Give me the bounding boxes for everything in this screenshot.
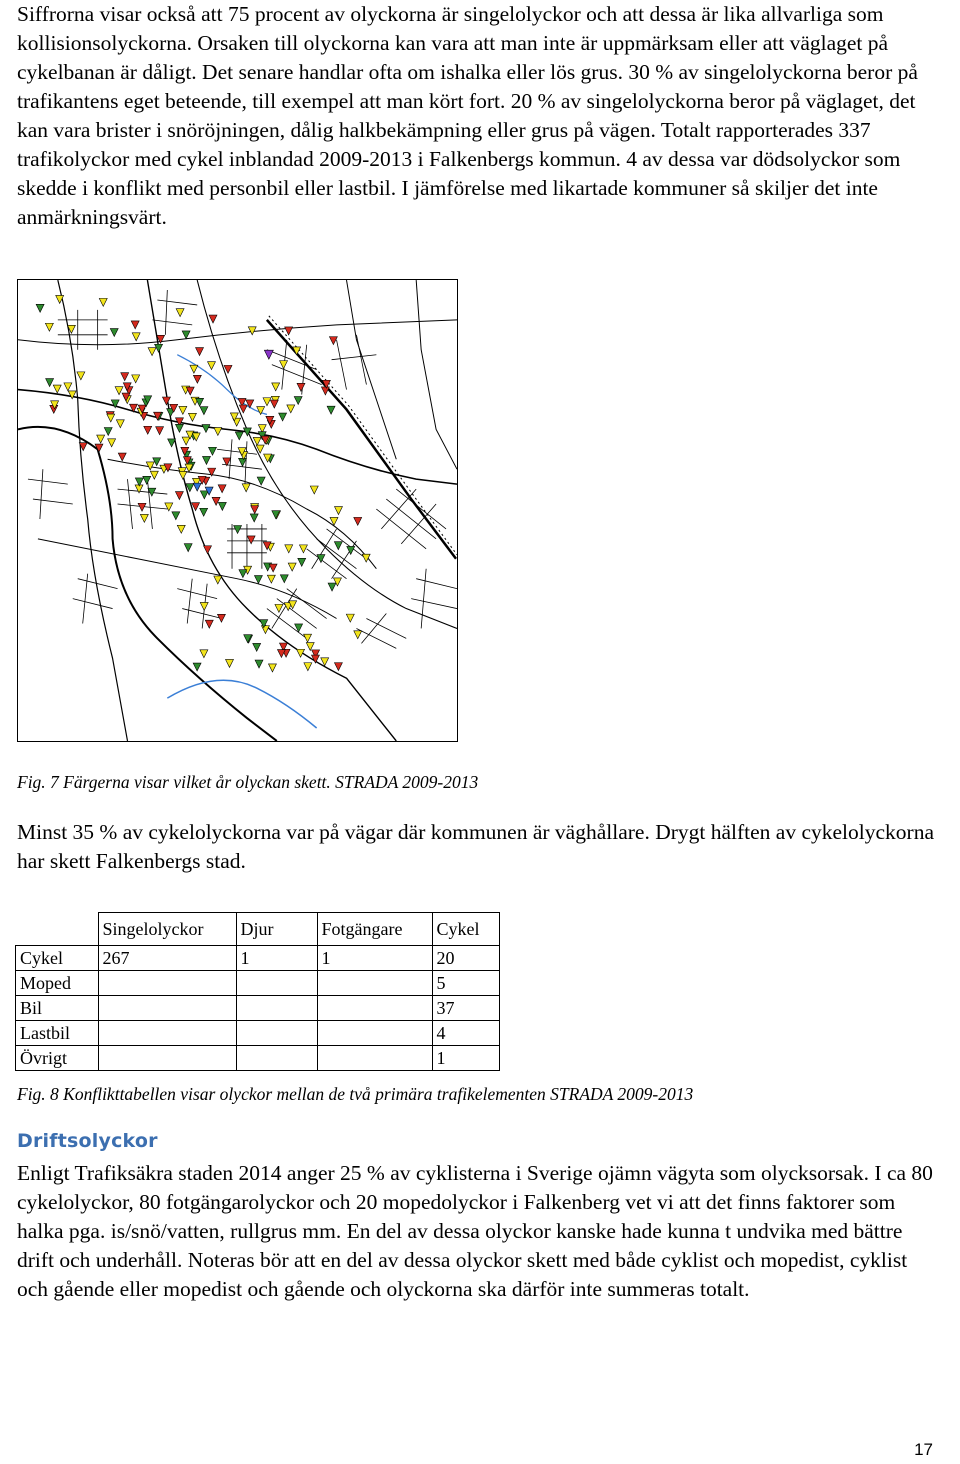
- accident-marker: [272, 383, 280, 391]
- accident-marker: [310, 486, 318, 494]
- conflict-table: [15, 912, 500, 1071]
- accident-marker: [99, 298, 107, 306]
- accident-marker: [143, 476, 151, 484]
- column-header: Cykel: [432, 913, 499, 946]
- accident-marker: [193, 483, 201, 491]
- accident-marker: [148, 348, 156, 356]
- table-cell: [98, 971, 236, 996]
- accident-marker: [190, 365, 198, 373]
- intro-paragraph: Siffrorna visar också att 75 procent av olyckorna är singelolyckor och att dessa är lika allvarliga som kollisionsolyckorna. Orsaken till olyckorna kan vara att man inte är uppmärksam eller att väglaget på cykelbanan är dåligt. Det senare handlar ofta om ishalka eller lös grus. 30 % av singelolyckorna beror på trafikantens eget beteende, till exempel att man kört fort. 20 % av singelolyckorna beror på väglaget, det kan vara brister i snöröjningen, dålig halkbekämpning eller grus på vägen. Totalt rapporterades 337 trafikolyckor med cykel inblandad 2009-2013 i Falkenbergs kommun. 4 av dessa var dödsolyckor som skedde i konflikt med personbil eller lastbil. I jämförelse med likartade kommuner så skiljer det inte anmärkningsvärt.: [17, 2, 918, 229]
- accident-marker: [140, 514, 148, 522]
- accident-markers: [36, 295, 370, 671]
- accident-marker: [150, 471, 158, 479]
- accident-marker: [280, 361, 288, 369]
- table-cell: [236, 996, 317, 1021]
- column-header: Singelolyckor: [98, 913, 236, 946]
- figure8-caption: Fig. 8 Konflikttabellen visar olyckor mellan de två primära trafikelementen STRADA 2009-2013: [17, 1084, 694, 1104]
- accident-marker: [107, 414, 115, 422]
- column-header: Fotgängare: [317, 913, 432, 946]
- accident-marker: [285, 545, 293, 553]
- accident-marker: [193, 663, 201, 671]
- accident-marker: [118, 453, 126, 461]
- accident-marker: [264, 350, 273, 359]
- accident-marker: [116, 420, 124, 428]
- accident-marker: [263, 398, 271, 406]
- table-cell: 20: [432, 946, 499, 971]
- accident-marker: [217, 614, 225, 622]
- accident-marker: [172, 512, 180, 520]
- accident-marker: [251, 506, 259, 514]
- accident-marker: [179, 471, 187, 479]
- accident-marker: [205, 620, 213, 628]
- accident-marker: [45, 323, 53, 331]
- accident-marker: [204, 546, 212, 554]
- accident-marker: [226, 659, 234, 667]
- accident-marker: [104, 427, 112, 435]
- accident-marker: [297, 383, 305, 391]
- accident-marker: [250, 514, 258, 522]
- accident-marker: [239, 458, 247, 466]
- accident-marker: [77, 372, 85, 380]
- accident-marker: [214, 428, 222, 436]
- page-number: 17: [914, 1440, 933, 1459]
- accident-marker: [268, 664, 276, 672]
- accident-marker: [329, 337, 337, 345]
- accident-marker: [253, 437, 261, 445]
- accident-marker: [175, 492, 183, 500]
- accident-marker: [354, 631, 362, 639]
- accident-marker: [53, 385, 61, 393]
- table-cell: 1: [432, 1046, 499, 1071]
- accident-marker: [177, 525, 185, 533]
- accident-marker: [200, 602, 208, 610]
- accident-marker: [64, 383, 72, 391]
- accident-marker: [138, 503, 146, 511]
- accident-marker: [362, 554, 370, 562]
- accident-marker: [269, 564, 277, 572]
- accident-marker: [327, 406, 335, 414]
- accident-marker: [214, 576, 222, 584]
- table-cell: [236, 971, 317, 996]
- table-cell: 5: [432, 971, 499, 996]
- table-row: [16, 1021, 500, 1046]
- accident-marker: [294, 397, 302, 405]
- row-label: Moped: [16, 971, 99, 996]
- table-cell: [98, 1021, 236, 1046]
- accident-marker: [182, 437, 190, 445]
- accident-marker: [299, 545, 307, 553]
- accident-marker: [346, 614, 354, 622]
- accident-marker: [254, 576, 262, 584]
- accident-marker: [255, 660, 263, 668]
- row-label: Lastbil: [16, 1021, 99, 1046]
- accident-marker: [121, 373, 129, 381]
- accident-marker: [193, 375, 201, 383]
- accident-marker: [196, 398, 204, 406]
- accident-marker: [36, 304, 44, 312]
- accident-marker: [287, 405, 295, 413]
- accident-marker: [176, 309, 184, 317]
- accident-marker: [218, 485, 226, 493]
- accident-marker: [97, 435, 105, 443]
- table-cell: 4: [432, 1021, 499, 1046]
- table-row: [16, 971, 500, 996]
- accident-marker: [46, 379, 54, 387]
- accident-marker: [168, 439, 176, 447]
- accident-marker: [175, 424, 183, 432]
- accident-marker: [203, 456, 211, 464]
- table-cell: [236, 1046, 317, 1071]
- accident-marker: [132, 375, 140, 383]
- section-heading: Driftsolyckor: [17, 1130, 158, 1152]
- accident-marker: [208, 362, 216, 370]
- table-cell: 37: [432, 996, 499, 1021]
- table-cell: 267: [98, 946, 236, 971]
- table-corner-cell: [16, 913, 99, 946]
- accident-marker: [285, 327, 293, 335]
- accident-marker: [239, 570, 247, 578]
- accident-marker: [200, 407, 208, 415]
- accident-marker: [209, 315, 217, 323]
- accident-marker: [321, 387, 329, 395]
- accident-marker: [253, 643, 261, 651]
- accident-marker: [202, 425, 210, 433]
- accident-marker: [334, 663, 342, 671]
- accident-marker: [247, 536, 255, 544]
- accident-marker: [200, 650, 208, 658]
- accident-marker: [132, 333, 140, 341]
- accident-marker: [242, 484, 250, 492]
- accident-marker: [196, 348, 204, 356]
- accident-map: [17, 279, 458, 742]
- table-cell: 1: [317, 946, 432, 971]
- table-row: [16, 996, 500, 1021]
- accident-marker: [304, 634, 312, 642]
- row-label: Bil: [16, 996, 99, 1021]
- table-header-row: [16, 913, 500, 946]
- accident-marker: [162, 397, 170, 405]
- accident-marker: [200, 491, 208, 499]
- accident-marker: [334, 507, 342, 515]
- table-cell: [317, 1046, 432, 1071]
- table-cell: [317, 996, 432, 1021]
- accident-marker: [328, 583, 336, 591]
- table-cell: [236, 1021, 317, 1046]
- accident-marker: [257, 477, 265, 485]
- accident-marker: [200, 508, 208, 516]
- accident-marker: [304, 663, 312, 671]
- road-network: [18, 280, 457, 741]
- row-label: Övrigt: [16, 1046, 99, 1071]
- accident-marker: [288, 563, 296, 571]
- table-row: [16, 1046, 500, 1071]
- accident-marker: [298, 558, 306, 566]
- accident-marker: [354, 517, 362, 525]
- accident-marker: [234, 526, 242, 534]
- accident-marker: [165, 503, 173, 511]
- table-cell: [98, 996, 236, 1021]
- accident-marker: [182, 331, 190, 339]
- accident-marker: [131, 321, 139, 329]
- accident-marker: [334, 542, 342, 550]
- accident-marker: [279, 413, 287, 421]
- accident-marker: [188, 413, 196, 421]
- accident-marker: [267, 575, 275, 583]
- accident-map-svg: [18, 280, 457, 741]
- accident-marker: [261, 626, 269, 634]
- table-row: [16, 946, 500, 971]
- accident-marker: [275, 604, 283, 612]
- accident-marker: [184, 544, 192, 552]
- maintenance-paragraph: Enligt Trafiksäkra staden 2014 anger 25 % av cyklisterna i Sverige ojämn vägyta som olycksorsak. I ca 80 cykelolyckor, 80 fotgängarolyckor och 20 mopedolyckor i Falkenberg vet vi att det finns faktorer som halka pga. is/snö/vatten, rullgrus mm. En del av dessa olyckor kanske hade kunna t undvika med bättre drift och underhåll. Noteras bör att en del av dessa olyckor skett med både cyklist och mopedist, cyklist och gående eller mopedist och gående och olyckorna ska därför inte summeras totalt.: [17, 1161, 933, 1301]
- accident-marker: [235, 432, 243, 440]
- table-cell: [98, 1046, 236, 1071]
- column-header: Djur: [236, 913, 317, 946]
- accident-marker: [218, 502, 226, 510]
- accident-marker: [270, 400, 278, 408]
- row-label: Cykel: [16, 946, 99, 971]
- table-cell: 1: [236, 946, 317, 971]
- accident-marker: [115, 387, 123, 395]
- figure7-caption: Fig. 7 Färgerna visar vilket år olyckan skett. STRADA 2009-2013: [17, 772, 479, 792]
- municipal-roads-paragraph: Minst 35 % av cykelolyckorna var på vägar där kommunen är väghållare. Drygt hälften av cykelolyckorna har skett Falkenbergs stad.: [17, 820, 934, 873]
- table-cell: [317, 971, 432, 996]
- accident-marker: [108, 439, 116, 447]
- accident-marker: [209, 447, 217, 455]
- accident-marker: [280, 575, 288, 583]
- accident-marker: [156, 427, 164, 435]
- accident-marker: [110, 329, 118, 337]
- accident-marker: [179, 406, 187, 414]
- table-cell: [317, 1021, 432, 1046]
- accident-marker: [144, 426, 152, 434]
- accident-marker: [239, 405, 247, 413]
- accident-marker: [246, 400, 254, 408]
- accident-marker: [306, 643, 314, 651]
